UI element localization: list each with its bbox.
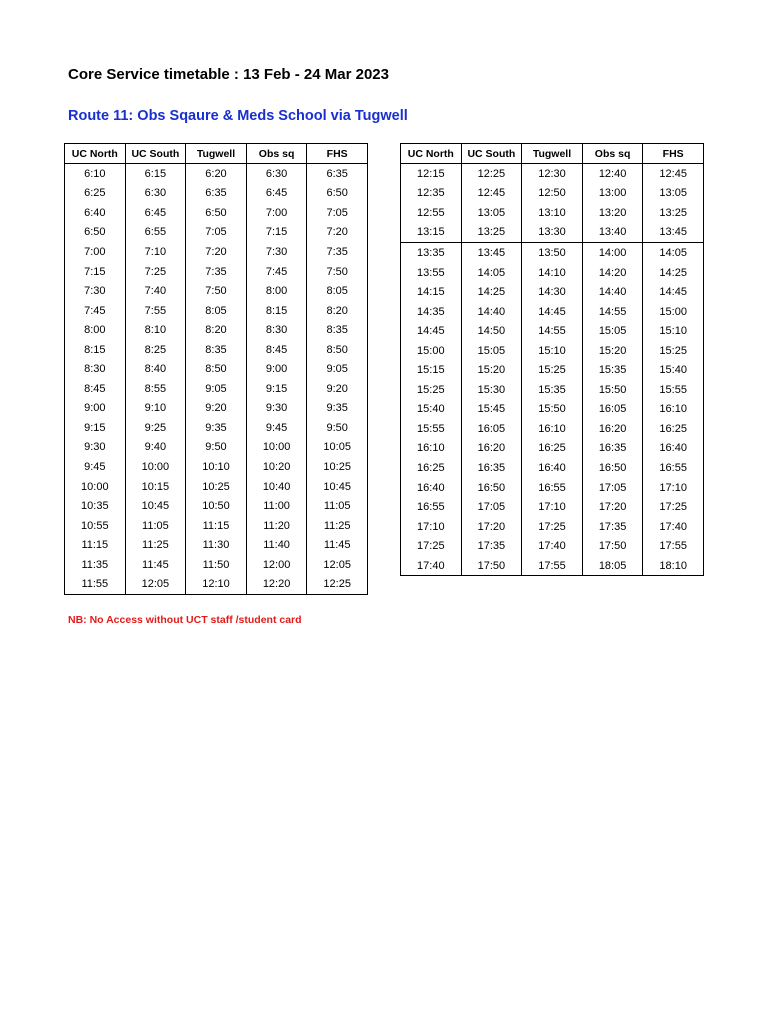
table-row (401, 439, 704, 459)
time-cell: 14:25 (461, 282, 522, 302)
table-row (65, 438, 368, 458)
time-cell: 6:30 (125, 184, 186, 204)
time-cell: 9:50 (307, 418, 368, 438)
time-cell: 13:05 (461, 203, 522, 223)
time-cell: 8:15 (65, 340, 126, 360)
time-cell: 9:15 (246, 379, 307, 399)
time-cell: 15:20 (582, 341, 643, 361)
table-row (65, 496, 368, 516)
time-cell: 11:00 (246, 496, 307, 516)
time-cell: 10:25 (307, 457, 368, 477)
time-cell: 15:35 (582, 360, 643, 380)
table-row (65, 418, 368, 438)
time-cell: 15:55 (643, 380, 704, 400)
time-cell: 10:45 (125, 496, 186, 516)
table-row (401, 478, 704, 498)
time-cell: 16:55 (522, 478, 583, 498)
table-row (401, 302, 704, 322)
time-cell: 18:05 (582, 556, 643, 576)
time-cell: 6:55 (125, 223, 186, 243)
time-cell: 14:55 (582, 302, 643, 322)
time-cell: 14:55 (522, 321, 583, 341)
time-cell: 9:35 (307, 399, 368, 419)
time-cell: 6:25 (65, 184, 126, 204)
time-cell: 13:40 (582, 223, 643, 243)
time-cell: 14:20 (582, 263, 643, 283)
time-cell: 16:25 (522, 439, 583, 459)
time-cell: 9:00 (246, 359, 307, 379)
time-cell: 11:50 (186, 555, 247, 575)
table-row (401, 458, 704, 478)
time-cell: 16:55 (643, 458, 704, 478)
time-cell: 6:50 (65, 223, 126, 243)
time-cell: 17:25 (401, 536, 462, 556)
time-cell: 17:10 (522, 497, 583, 517)
time-cell: 14:45 (401, 321, 462, 341)
time-cell: 15:00 (643, 302, 704, 322)
time-cell: 11:15 (186, 516, 247, 536)
time-cell: 13:05 (643, 184, 704, 204)
time-cell: 8:35 (307, 320, 368, 340)
time-cell: 7:10 (125, 242, 186, 262)
time-cell: 13:20 (582, 203, 643, 223)
time-cell: 7:30 (246, 242, 307, 262)
time-cell: 15:50 (522, 400, 583, 420)
time-cell: 9:30 (246, 399, 307, 419)
time-cell: 9:20 (307, 379, 368, 399)
column-header: UC South (461, 144, 522, 164)
time-cell: 14:25 (643, 263, 704, 283)
time-cell: 17:25 (522, 517, 583, 537)
time-cell: 10:10 (186, 457, 247, 477)
time-cell: 8:15 (246, 301, 307, 321)
time-cell: 11:05 (125, 516, 186, 536)
time-cell: 6:50 (307, 184, 368, 204)
time-cell: 17:25 (643, 497, 704, 517)
table-row (401, 517, 704, 537)
table-row (401, 184, 704, 204)
time-cell: 18:10 (643, 556, 704, 576)
time-cell: 14:05 (643, 243, 704, 263)
table-row (401, 536, 704, 556)
time-cell: 11:40 (246, 535, 307, 555)
time-cell: 11:25 (125, 535, 186, 555)
time-cell: 8:20 (307, 301, 368, 321)
time-cell: 16:10 (522, 419, 583, 439)
table-row (65, 379, 368, 399)
time-cell: 6:15 (125, 164, 186, 184)
time-cell: 8:50 (307, 340, 368, 360)
time-cell: 17:20 (461, 517, 522, 537)
time-cell: 12:55 (401, 203, 462, 223)
time-cell: 7:05 (186, 223, 247, 243)
time-cell: 15:35 (522, 380, 583, 400)
table-row (401, 243, 704, 263)
time-cell: 17:20 (582, 497, 643, 517)
time-cell: 12:25 (461, 164, 522, 184)
time-cell: 15:55 (401, 419, 462, 439)
table-row (401, 263, 704, 283)
time-cell: 15:30 (461, 380, 522, 400)
time-cell: 15:45 (461, 400, 522, 420)
time-cell: 11:25 (307, 516, 368, 536)
time-cell: 7:05 (307, 203, 368, 223)
time-cell: 8:45 (65, 379, 126, 399)
time-cell: 12:50 (522, 184, 583, 204)
time-cell: 12:00 (246, 555, 307, 575)
time-cell: 12:40 (582, 164, 643, 184)
time-cell: 7:55 (125, 301, 186, 321)
time-cell: 7:45 (246, 262, 307, 282)
time-cell: 12:45 (643, 164, 704, 184)
time-cell: 14:30 (522, 282, 583, 302)
table-row (65, 574, 368, 594)
column-header: Tugwell (522, 144, 583, 164)
table-row (65, 399, 368, 419)
time-cell: 10:05 (307, 438, 368, 458)
time-cell: 12:35 (401, 184, 462, 204)
time-cell: 17:55 (522, 556, 583, 576)
route-title: Route 11: Obs Sqaure & Meds School via Tugwell (68, 108, 408, 124)
column-header: UC North (401, 144, 462, 164)
time-cell: 8:00 (246, 281, 307, 301)
time-cell: 17:10 (401, 517, 462, 537)
time-cell: 11:15 (65, 535, 126, 555)
time-cell: 16:05 (582, 400, 643, 420)
time-cell: 9:40 (125, 438, 186, 458)
time-cell: 13:45 (643, 223, 704, 243)
table-row (401, 556, 704, 576)
time-cell: 9:45 (65, 457, 126, 477)
time-cell: 10:50 (186, 496, 247, 516)
time-cell: 10:35 (65, 496, 126, 516)
time-cell: 11:20 (246, 516, 307, 536)
time-cell: 10:15 (125, 477, 186, 497)
time-cell: 10:40 (246, 477, 307, 497)
time-cell: 8:25 (125, 340, 186, 360)
time-cell: 13:25 (643, 203, 704, 223)
time-cell: 12:05 (307, 555, 368, 575)
table-row (65, 555, 368, 575)
time-cell: 17:55 (643, 536, 704, 556)
time-cell: 16:25 (401, 458, 462, 478)
time-cell: 15:50 (582, 380, 643, 400)
time-cell: 13:25 (461, 223, 522, 243)
time-cell: 15:00 (401, 341, 462, 361)
table-row (65, 184, 368, 204)
time-cell: 17:35 (461, 536, 522, 556)
time-cell: 7:35 (307, 242, 368, 262)
time-cell: 6:45 (125, 203, 186, 223)
time-cell: 16:40 (522, 458, 583, 478)
table-row (401, 497, 704, 517)
time-cell: 8:35 (186, 340, 247, 360)
time-cell: 13:35 (401, 243, 462, 263)
page-title: Core Service timetable : 13 Feb - 24 Mar 2023 (68, 66, 389, 83)
time-cell: 11:45 (125, 555, 186, 575)
time-cell: 8:55 (125, 379, 186, 399)
table-row (65, 320, 368, 340)
time-cell: 17:50 (582, 536, 643, 556)
time-cell: 12:30 (522, 164, 583, 184)
time-cell: 13:15 (401, 223, 462, 243)
time-cell: 17:40 (401, 556, 462, 576)
time-cell: 12:15 (401, 164, 462, 184)
time-cell: 8:20 (186, 320, 247, 340)
table-row (65, 203, 368, 223)
time-cell: 7:40 (125, 281, 186, 301)
time-cell: 10:25 (186, 477, 247, 497)
time-cell: 16:50 (582, 458, 643, 478)
time-cell: 10:00 (125, 457, 186, 477)
table-row (65, 516, 368, 536)
column-header: FHS (307, 144, 368, 164)
time-cell: 16:20 (461, 439, 522, 459)
time-cell: 14:45 (643, 282, 704, 302)
time-cell: 9:25 (125, 418, 186, 438)
time-cell: 8:30 (65, 359, 126, 379)
time-cell: 15:10 (643, 321, 704, 341)
time-cell: 7:00 (65, 242, 126, 262)
time-cell: 7:50 (186, 281, 247, 301)
table-row (65, 262, 368, 282)
table-row (65, 164, 368, 184)
time-cell: 14:50 (461, 321, 522, 341)
time-cell: 17:10 (643, 478, 704, 498)
time-cell: 17:05 (582, 478, 643, 498)
time-cell: 15:20 (461, 360, 522, 380)
time-cell: 15:25 (401, 380, 462, 400)
time-cell: 6:45 (246, 184, 307, 204)
time-cell: 16:20 (582, 419, 643, 439)
time-cell: 14:00 (582, 243, 643, 263)
time-cell: 7:00 (246, 203, 307, 223)
table-row (401, 164, 704, 184)
time-cell: 10:55 (65, 516, 126, 536)
time-cell: 6:10 (65, 164, 126, 184)
time-cell: 15:40 (401, 400, 462, 420)
time-cell: 15:05 (582, 321, 643, 341)
time-cell: 10:20 (246, 457, 307, 477)
time-cell: 7:20 (186, 242, 247, 262)
column-header: UC South (125, 144, 186, 164)
time-cell: 8:00 (65, 320, 126, 340)
time-cell: 15:10 (522, 341, 583, 361)
table-row (401, 203, 704, 223)
time-cell: 8:10 (125, 320, 186, 340)
time-cell: 8:45 (246, 340, 307, 360)
time-cell: 11:35 (65, 555, 126, 575)
table-row (65, 301, 368, 321)
time-cell: 13:45 (461, 243, 522, 263)
time-cell: 13:30 (522, 223, 583, 243)
time-cell: 15:15 (401, 360, 462, 380)
header-row (65, 144, 368, 164)
time-cell: 6:35 (186, 184, 247, 204)
table-row (401, 282, 704, 302)
time-cell: 6:35 (307, 164, 368, 184)
time-cell: 12:05 (125, 574, 186, 594)
time-cell: 9:05 (307, 359, 368, 379)
time-cell: 14:15 (401, 282, 462, 302)
table-row (401, 223, 704, 243)
time-cell: 14:40 (582, 282, 643, 302)
time-cell: 7:20 (307, 223, 368, 243)
time-cell: 11:05 (307, 496, 368, 516)
time-cell: 14:45 (522, 302, 583, 322)
column-header: Obs sq (246, 144, 307, 164)
time-cell: 6:40 (65, 203, 126, 223)
time-cell: 17:05 (461, 497, 522, 517)
time-cell: 15:25 (643, 341, 704, 361)
time-cell: 12:45 (461, 184, 522, 204)
time-cell: 6:50 (186, 203, 247, 223)
time-cell: 16:40 (643, 439, 704, 459)
time-cell: 7:50 (307, 262, 368, 282)
time-cell: 16:55 (401, 497, 462, 517)
time-cell: 6:30 (246, 164, 307, 184)
header-row (401, 144, 704, 164)
table-row (401, 321, 704, 341)
timetable-left (64, 143, 368, 595)
time-cell: 9:45 (246, 418, 307, 438)
time-cell: 7:30 (65, 281, 126, 301)
time-cell: 9:10 (125, 399, 186, 419)
time-cell: 14:40 (461, 302, 522, 322)
table-row (65, 359, 368, 379)
timetable-right (400, 143, 704, 576)
time-cell: 17:40 (522, 536, 583, 556)
table-row (65, 340, 368, 360)
column-header: UC North (65, 144, 126, 164)
time-cell: 13:55 (401, 263, 462, 283)
time-cell: 17:40 (643, 517, 704, 537)
table-row (65, 477, 368, 497)
column-header: Tugwell (186, 144, 247, 164)
access-note: NB: No Access without UCT staff /student card (68, 614, 302, 626)
time-cell: 11:30 (186, 535, 247, 555)
time-cell: 9:05 (186, 379, 247, 399)
time-cell: 14:10 (522, 263, 583, 283)
time-cell: 13:50 (522, 243, 583, 263)
table-row (401, 400, 704, 420)
table-row (65, 223, 368, 243)
time-cell: 12:10 (186, 574, 247, 594)
table-row (65, 457, 368, 477)
time-cell: 9:15 (65, 418, 126, 438)
time-cell: 8:30 (246, 320, 307, 340)
time-cell: 13:00 (582, 184, 643, 204)
time-cell: 16:35 (582, 439, 643, 459)
time-cell: 9:30 (65, 438, 126, 458)
time-cell: 7:15 (246, 223, 307, 243)
time-cell: 9:20 (186, 399, 247, 419)
table-row (401, 419, 704, 439)
time-cell: 10:00 (246, 438, 307, 458)
time-cell: 16:10 (401, 439, 462, 459)
time-cell: 16:40 (401, 478, 462, 498)
time-cell: 8:40 (125, 359, 186, 379)
time-cell: 16:05 (461, 419, 522, 439)
column-header: FHS (643, 144, 704, 164)
time-cell: 14:35 (401, 302, 462, 322)
table-row (401, 341, 704, 361)
time-cell: 7:15 (65, 262, 126, 282)
time-cell: 16:35 (461, 458, 522, 478)
table-row (401, 360, 704, 380)
time-cell: 7:45 (65, 301, 126, 321)
time-cell: 11:55 (65, 574, 126, 594)
time-cell: 16:10 (643, 400, 704, 420)
time-cell: 10:00 (65, 477, 126, 497)
table-row (401, 380, 704, 400)
time-cell: 15:05 (461, 341, 522, 361)
time-cell: 12:20 (246, 574, 307, 594)
time-cell: 9:50 (186, 438, 247, 458)
time-cell: 9:00 (65, 399, 126, 419)
time-cell: 10:45 (307, 477, 368, 497)
time-cell: 15:25 (522, 360, 583, 380)
time-cell: 8:05 (307, 281, 368, 301)
time-cell: 13:10 (522, 203, 583, 223)
time-cell: 14:05 (461, 263, 522, 283)
time-cell: 15:40 (643, 360, 704, 380)
time-cell: 8:05 (186, 301, 247, 321)
time-cell: 16:50 (461, 478, 522, 498)
time-cell: 17:35 (582, 517, 643, 537)
table-row (65, 242, 368, 262)
table-row (65, 535, 368, 555)
time-cell: 8:50 (186, 359, 247, 379)
time-cell: 7:35 (186, 262, 247, 282)
time-cell: 9:35 (186, 418, 247, 438)
time-cell: 11:45 (307, 535, 368, 555)
time-cell: 16:25 (643, 419, 704, 439)
time-cell: 7:25 (125, 262, 186, 282)
table-row (65, 281, 368, 301)
time-cell: 17:50 (461, 556, 522, 576)
column-header: Obs sq (582, 144, 643, 164)
time-cell: 12:25 (307, 574, 368, 594)
time-cell: 6:20 (186, 164, 247, 184)
